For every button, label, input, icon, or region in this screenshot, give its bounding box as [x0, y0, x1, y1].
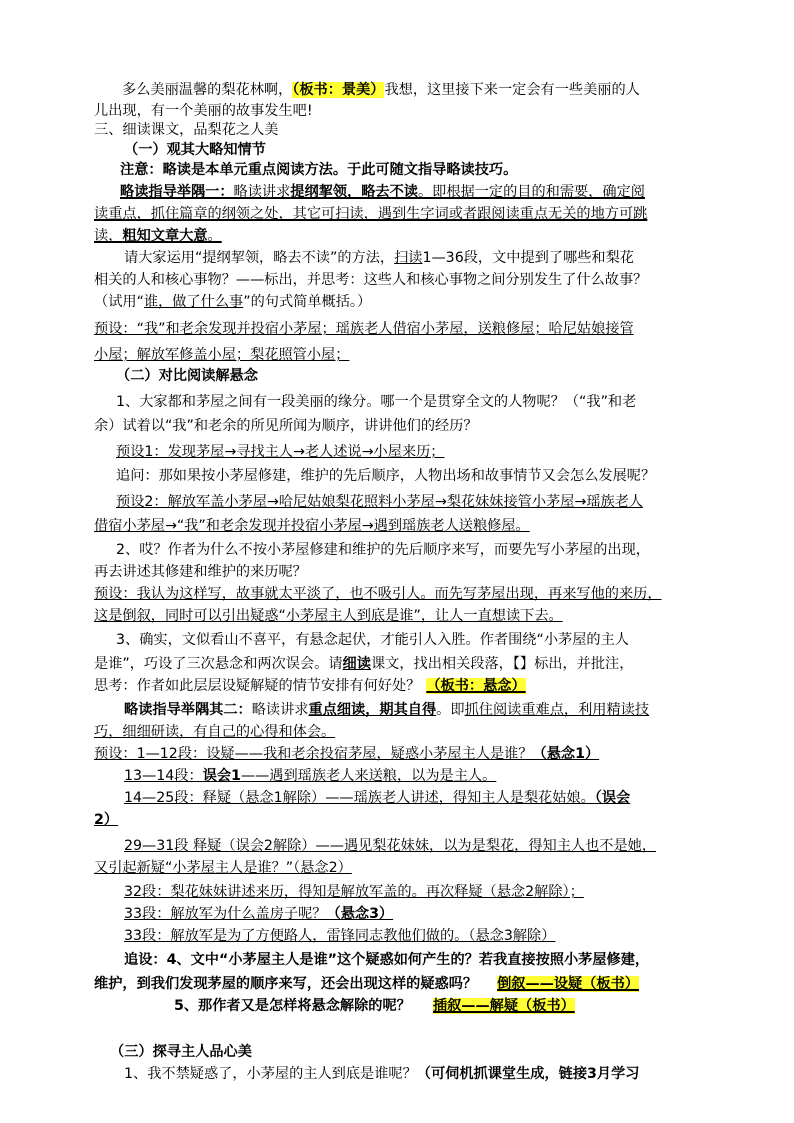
board-note-flashback: 倒叙——设疑（板书）: [497, 976, 639, 992]
guide2-text: 略读讲求: [251, 702, 309, 718]
seq-line-4b: 又引起新疑“小茅屋主人是谁？”（悬念2）: [94, 860, 352, 876]
subheading-overview: （一）观其大略知情节: [124, 142, 266, 158]
q5-line: [174, 996, 575, 1016]
q6-line: [124, 1064, 639, 1084]
subheading-owner: （三）探寻主人品心美: [110, 1044, 252, 1060]
task1-line-1: [124, 248, 634, 268]
q6-text: 1、我不禁疑惑了，小茅屋的主人到底是谁呢？: [124, 1066, 417, 1082]
q2-line-2: 再去讲述其修建和维护的来历呢？: [94, 564, 307, 580]
q3-text-3: 思考：作者如此层层设疑解疑的情节安排有何好处？: [94, 678, 421, 694]
seq-suspense-1: （悬念1）: [532, 746, 600, 762]
guide1-key-2: 粗知文章大意: [122, 228, 208, 244]
guide1-key: 提纲挈领，略去不读: [290, 184, 418, 200]
guide1-text: 略读讲求: [233, 184, 291, 200]
guide2-line-1: [124, 700, 649, 720]
followup-line: 追问：那如果按小茅屋修建，维护的先后顺序，人物出场和故事情节又会怎么发展呢？: [116, 468, 656, 484]
seq-line-2: [124, 766, 496, 786]
guide2-text-3: 抓住阅读重难点，利用精读技: [464, 702, 650, 718]
preset1-line-2: 小屋；解放军修盖小屋；梨花照管小屋；: [94, 347, 350, 363]
intro-line-2: 儿出现，有一个美丽的故事发生吧!: [94, 103, 313, 119]
guide1-line-3: [94, 226, 222, 246]
task1-pattern: 谁，做了什么事: [143, 294, 244, 310]
seq-text-6: 33段：解放军为什么盖房子呢？: [124, 906, 327, 922]
board-note-suspense: （板书：悬念）: [426, 678, 526, 694]
seq-line-1: [94, 744, 599, 764]
task1-line-3: [94, 292, 371, 312]
seq-suspense-3: （悬念3）: [326, 906, 394, 922]
q3-line-1: 3、确实，文似看山不喜平，有悬念起伏，才能引人入胜。作者围绕“小茅屋的主人: [116, 632, 629, 648]
q4-line-1: 追设：4、文中“小茅屋主人是谁”这个疑惑如何产生的？若我直接按照小茅屋修建，: [124, 952, 650, 968]
guide1-period: 。: [207, 228, 222, 244]
q1-line-2: 余）试着以“我”和老余的所见所闻为顺序，讲讲他们的经历？: [94, 418, 478, 434]
board-note-insertion: 插叙——解疑（板书）: [432, 998, 575, 1014]
section-heading-3: 三、细读课文，品梨花之人美: [94, 122, 279, 138]
seq-line-7: 33段：解放军是为了方便路人，雷锋同志教他们做的。（悬念3解除）: [124, 928, 556, 944]
preset-q3-line-2: 这是倒叙，同时可以引出疑惑“小茅屋主人到底是谁”，让人一直想读下去。: [94, 608, 563, 624]
seq-line-3b: 2）: [94, 812, 119, 828]
task1-text-2: 1—36段，文中提到了哪些和梨花: [422, 250, 634, 266]
q5-text: 5、那作者又是怎样将悬念解除的呢？: [174, 998, 411, 1014]
task1-text-3: （试用“: [94, 294, 144, 310]
q3-key: 细读: [342, 656, 371, 672]
q4-line-2: [94, 974, 639, 994]
intro-line-1: [122, 80, 640, 100]
seq-text-2: 13—14段：: [124, 768, 203, 784]
guide1-line-2: 读重点，抓住篇章的纲领之处，其它可扫读，遇到生字词或者跟阅读重点无关的地方可跳: [94, 206, 648, 222]
guide2-key: 重点细读，期其自得: [308, 702, 437, 718]
subheading-compare: （二）对比阅读解悬念: [116, 368, 258, 384]
seq-text-3: 14—25段：释疑（悬念1解除）——瑶族老人讲述，得知主人是梨花姑娘。: [124, 790, 595, 806]
guide2-title: 略读指导举隅其二：: [124, 702, 252, 718]
q1-line-1: 1、大家都和茅屋之间有一段美丽的缘分。哪一个是贯穿全文的人物呢？（“我”和老: [116, 394, 637, 410]
q3-line-3: [94, 676, 526, 696]
guide1-title: 略读指导举隅一：: [120, 184, 234, 200]
guide1-line-1: [120, 182, 645, 202]
q3-text-2: 课文，找出相关段落，【】标出，并批注，: [370, 656, 634, 672]
seq-text-1: 预设：1—12段：设疑——我和老余投宿茅屋，疑惑小茅屋主人是谁？: [94, 746, 533, 762]
task1-scan: 扫读: [394, 250, 423, 266]
seq-line-3: [124, 788, 630, 808]
q2-line-1: 2、哎？作者为什么不按小茅屋修建和维护的先后顺序来写，而要先写小茅屋的出现，: [116, 542, 650, 558]
guide2-line-2: 巧，细细研读，有自己的心得和体会。: [94, 724, 336, 740]
seq-line-4: 29—31段 释疑（误会2解除）——遇见梨花妹妹，以为是梨花，得知主人也不是她，: [124, 838, 657, 854]
q6-note: （可伺机抓课堂生成，链接3月学习: [416, 1066, 640, 1082]
note-line: 注意：略读是本单元重点阅读方法。于此可随文指导略读技巧。: [120, 162, 518, 178]
guide1-text-3: 读，: [94, 228, 123, 244]
seq-text-2b: ——遇到瑶族老人来送粮，以为是主人。: [240, 768, 497, 784]
seq-line-5: 32段：梨花妹妹讲述来历，得知是解放军盖的。再次释疑（悬念2解除）；: [124, 884, 584, 900]
board-note-scene: （板书：景美）: [292, 82, 385, 98]
task1-text-4: ”的句式简单概括。）: [243, 294, 372, 310]
guide1-text-2: 。即根据一定的目的和需要，确定阅: [417, 184, 645, 200]
preset-q2-line-2: 借宿小茅屋→“我”和老余发现并投宿小茅屋→遇到瑶族老人送粮修屋。: [94, 518, 530, 534]
preset-q3-line-1: 预设：我认为这样写，故事就太平淡了，也不吸引人。而先写茅屋出现，再来写他的来历，: [94, 586, 662, 602]
preset1-line-1: 预设：“我”和老余发现并投宿小茅屋；瑶族老人借宿小茅屋，送粮修屋；哈尼姑娘接管: [94, 321, 634, 337]
preset-q1: 预设1：发现茅屋→寻找主人→老人述说→小屋来历；: [116, 444, 445, 460]
preset-q2-line-1: 预设2：解放军盖小茅屋→哈尼姑娘梨花照料小茅屋→梨花妹妹接管小茅屋→瑶族老人: [116, 494, 644, 510]
seq-misread-1: 误会1: [202, 768, 241, 784]
intro-text-cont: 我想，这里接下来一定会有一些美丽的人: [384, 82, 640, 98]
task1-text: 请大家运用“提纲挈领，略去不读”的方法，: [124, 250, 395, 266]
q3-text: 是谁”，巧设了三次悬念和两次误会。请: [94, 656, 343, 672]
seq-line-6: [124, 904, 393, 924]
guide2-text-2: 。即: [436, 702, 465, 718]
intro-text: 多么美丽温馨的梨花林啊，: [122, 82, 293, 98]
q3-line-2: [94, 654, 633, 674]
task1-line-2: 相关的人和核心事物？——标出，并思考：这些人和核心事物之间分别发生了什么故事？: [94, 272, 648, 288]
q4-text: 维护，到我们发现茅屋的顺序来写，还会出现这样的疑惑吗？: [94, 976, 478, 992]
seq-misread-2a: （误会: [594, 790, 631, 806]
